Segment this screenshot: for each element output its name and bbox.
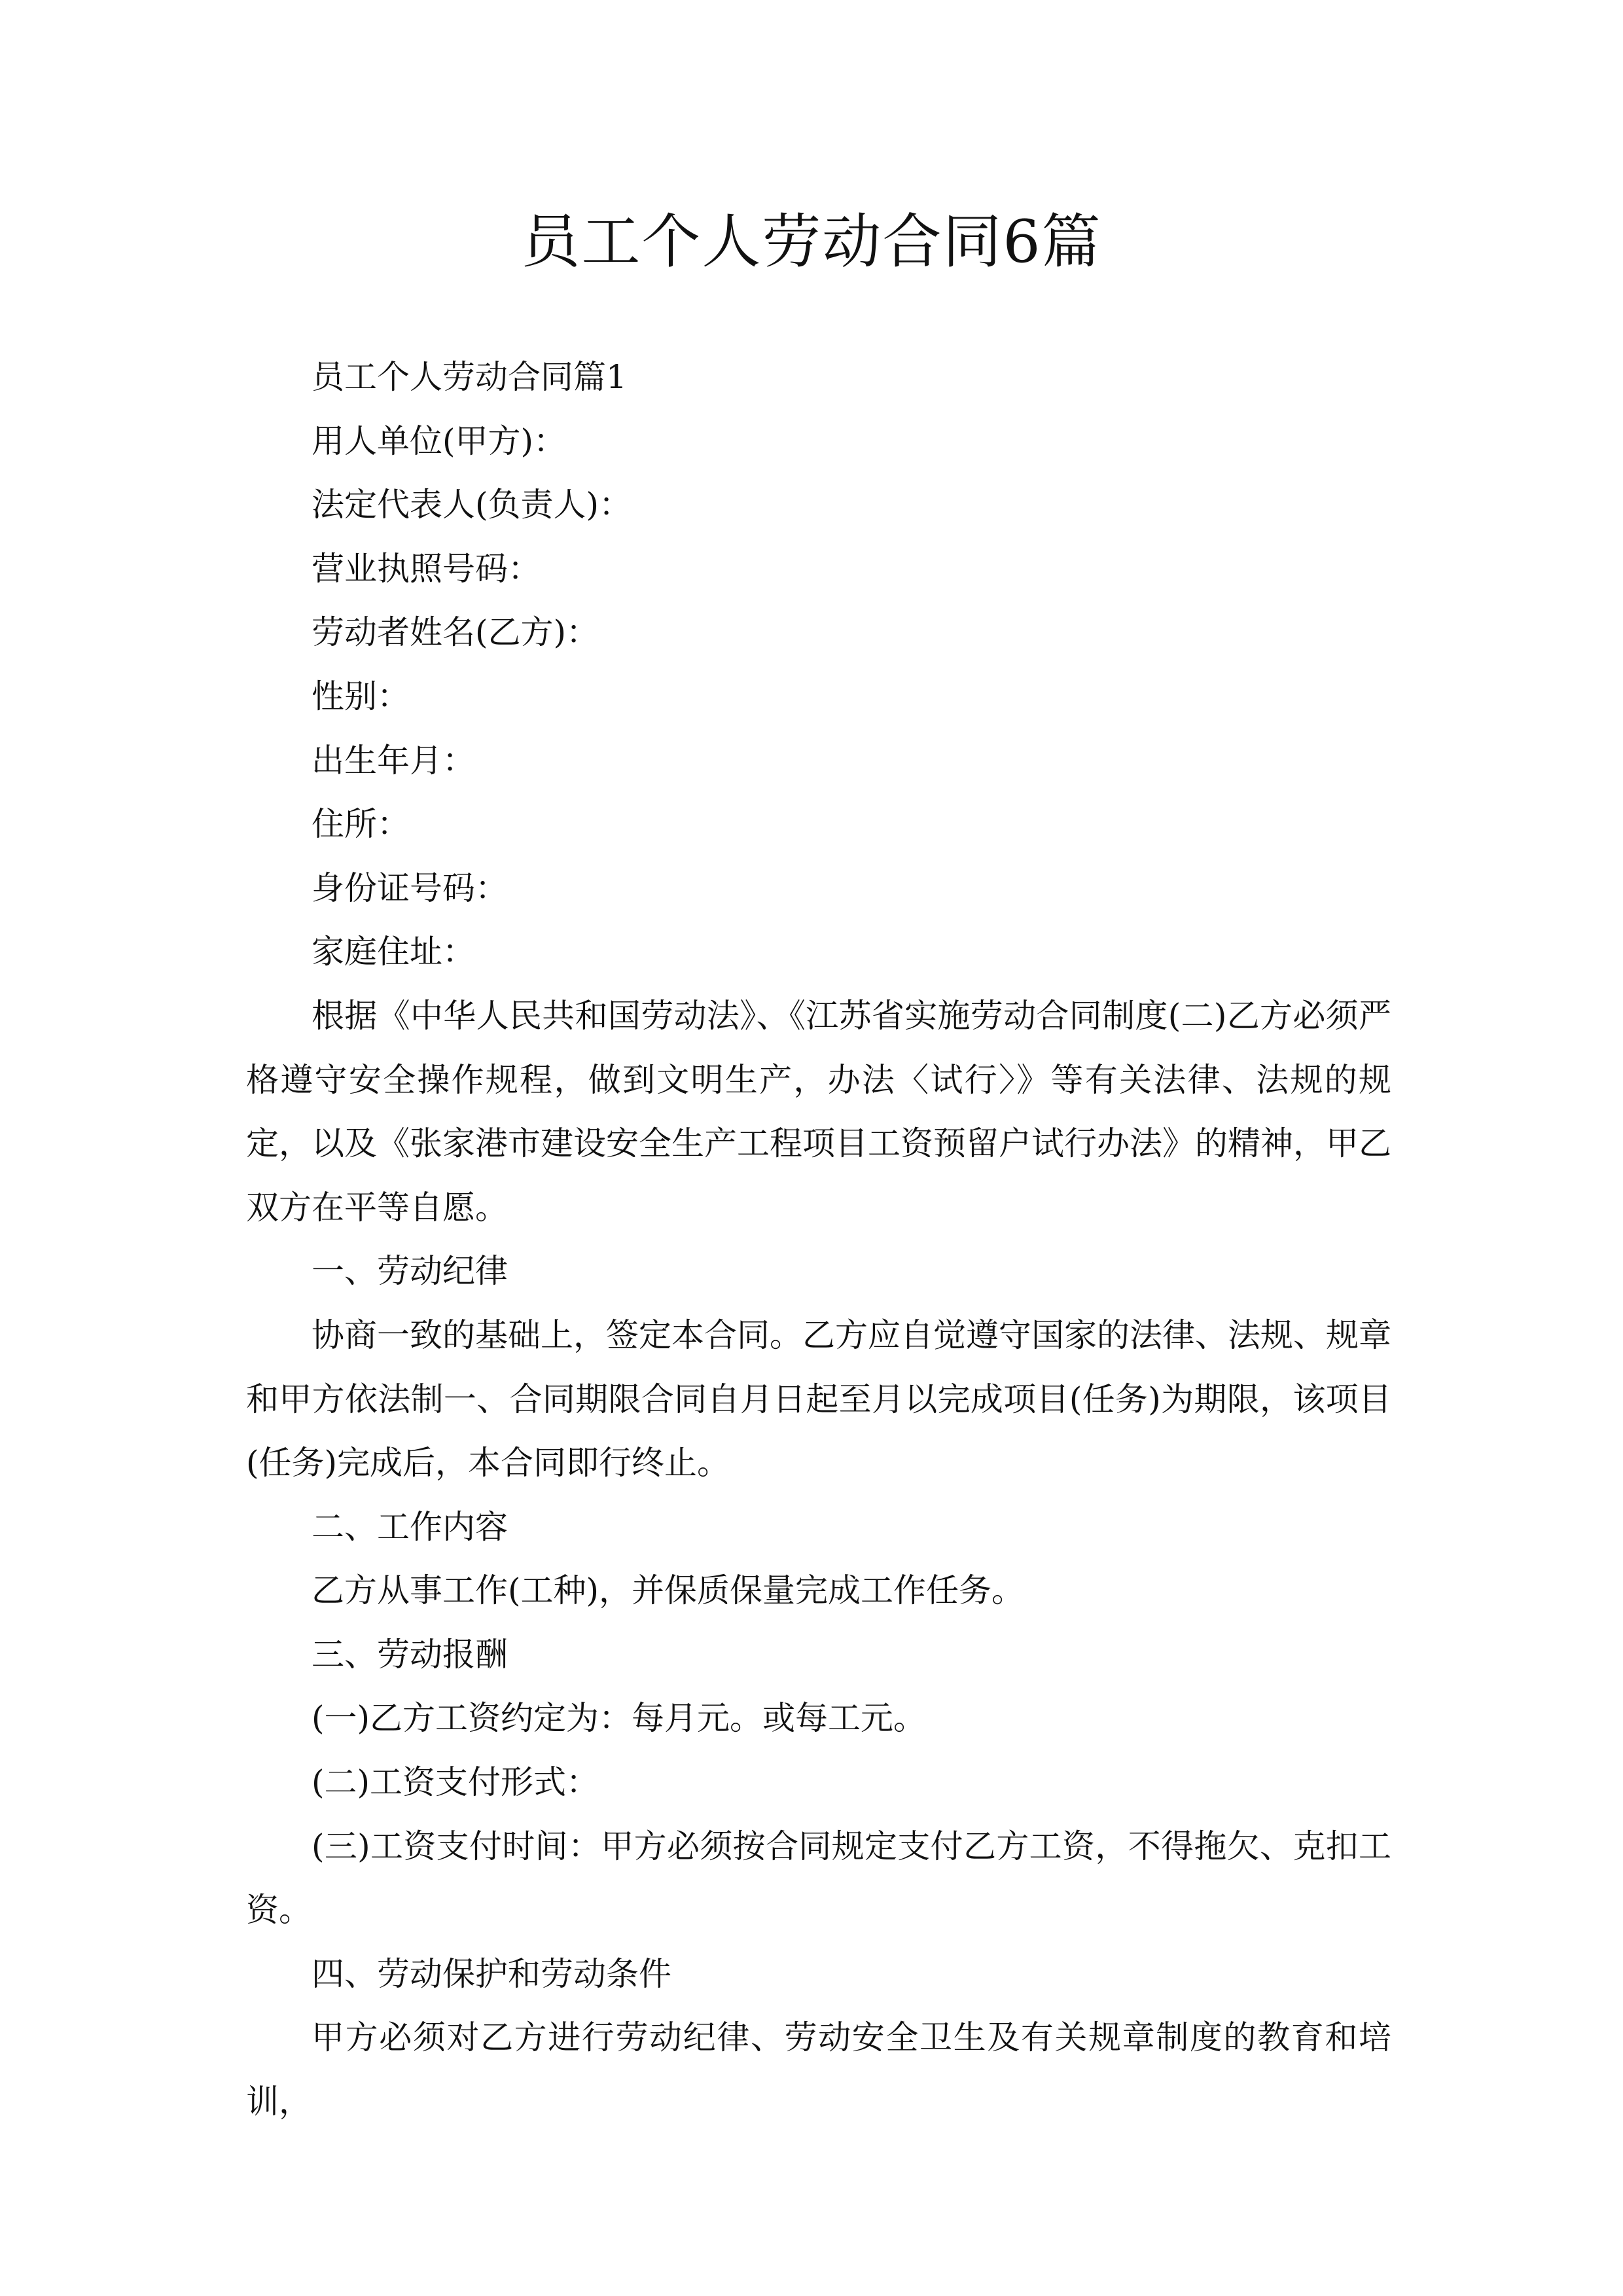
paragraph: 性别： <box>312 677 410 715</box>
paragraph: 二、工作内容 <box>312 1507 508 1546</box>
paragraph: 用人单位(甲方)： <box>312 422 567 460</box>
paragraph: 三、劳动报酬 <box>312 1635 508 1674</box>
paragraph: 家庭住址： <box>312 933 475 971</box>
paragraph: 法定代表人(负责人)： <box>312 486 632 524</box>
paragraph: 协商一致的基础上，签定本合同。乙方应自觉遵守国家的法律、法规、规章和甲方依法制一、合同期限合同自月日起至月以完成项目(任务)为期限，该项目(任务)完成后，本合同即行终止。 <box>246 1316 1391 1482</box>
paragraph: (一)乙方工资约定为：每月元。或每工元。 <box>312 1699 927 1738</box>
paragraph: 乙方从事工作(工种)，并保质保量完成工作任务。 <box>312 1571 1025 1610</box>
paragraph: 出生年月： <box>312 741 475 780</box>
paragraph: 甲方必须对乙方进行劳动纪律、劳动安全卫生及有关规章制度的教育和培训， <box>246 2018 1391 2121</box>
paragraph: 根据《中华人民共和国劳动法》、《江苏省实施劳动合同制度(二)乙方必须严格遵守安全操作规程，做到文明生产，办法〈试行〉》等有关法律、法规的规定，以及《张家港市建设安全生产工程项目工资预留户试行办法》的精神，甲乙双方在平等自愿。 <box>246 996 1391 1227</box>
paragraph: 住所： <box>312 805 410 844</box>
paragraph: 一、劳动纪律 <box>312 1252 508 1291</box>
document-title: 员工个人劳动合同6篇 <box>521 207 1102 276</box>
document-body <box>246 346 1391 2134</box>
paragraph: 四、劳动保护和劳动条件 <box>312 1954 671 1993</box>
paragraph: 员工个人劳动合同篇1 <box>312 358 627 396</box>
paragraph: (二)工资支付形式： <box>312 1763 599 1802</box>
paragraph: 身份证号码： <box>312 869 508 907</box>
paragraph: (三)工资支付时间：甲方必须按合同规定支付乙方工资，不得拖欠、克扣工资。 <box>246 1827 1391 1929</box>
paragraph: 劳动者姓名(乙方)： <box>312 613 599 652</box>
paragraph: 营业执照号码： <box>312 549 541 588</box>
